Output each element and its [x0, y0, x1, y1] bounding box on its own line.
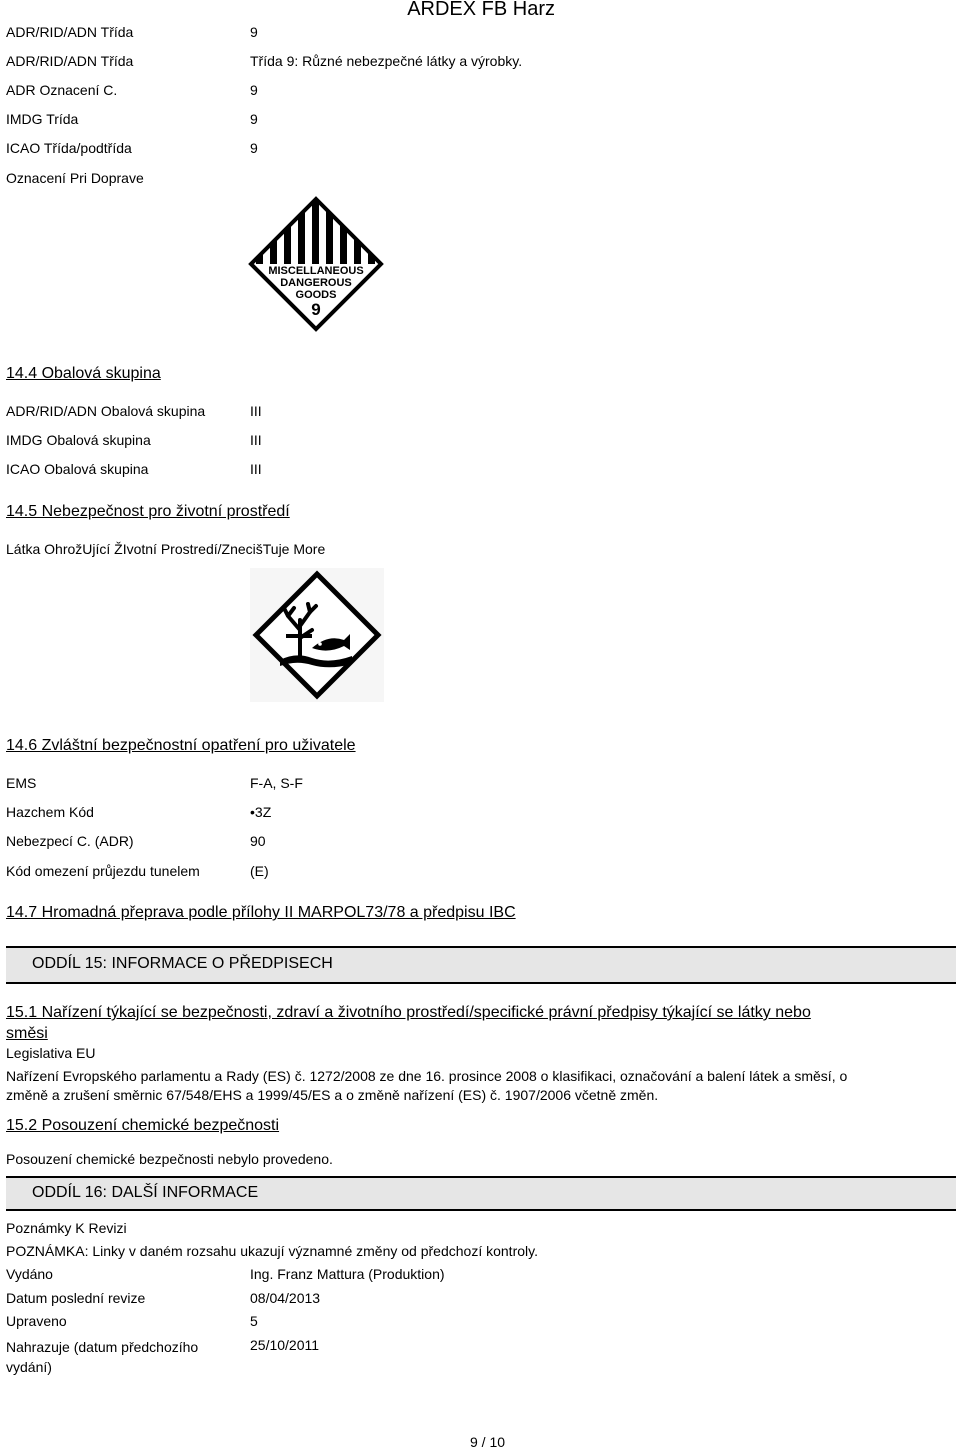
row-value: F-A, S-F [250, 775, 303, 791]
row-value: 9 [250, 24, 258, 40]
row-value: III [250, 461, 262, 477]
section-16-heading: ODDÍL 16: DALŠÍ INFORMACE [32, 1184, 259, 1201]
legislation-text-line: změně a zrušení směrnic 67/548/EHS a 1999/45/ES a o změně nařízení (ES) č. 1907/2006 včetně změn. [6, 1087, 659, 1103]
revision-notes-text: POZNÁMKA: Linky v daném rozsahu ukazují významné změny od předchozí kontroly. [6, 1243, 538, 1259]
row-label: Nahrazuje (datum předchozího vydání) [6, 1339, 199, 1375]
row-label: Datum poslední revize [6, 1290, 146, 1306]
row-label: ADR Oznacení C. [6, 82, 118, 98]
legislation-text-line: Nařízení Evropského parlamentu a Rady (ES) č. 1272/2008 ze dne 16. prosince 2008 o klasifikaci, označování a balení látek a směsí, o [6, 1068, 848, 1084]
row-label: ICAO Obalová skupina [6, 461, 149, 477]
environment-text: Látka OhrožUjící ŽIvotní Prostredí/ZnecišTuje More [6, 541, 326, 557]
row-value: Třída 9: Různé nebezpečné látky a výrobky. [250, 53, 523, 69]
class-9-hazard-label-icon [248, 196, 384, 332]
row-value: 5 [250, 1313, 258, 1329]
row-value: III [250, 403, 262, 419]
section-15-heading: ODDÍL 15: INFORMACE O PŘEDPISECH [32, 955, 333, 972]
row-label: EMS [6, 775, 37, 791]
section-15-2-title: 15.2 Posouzení chemické bezpečnosti [6, 1117, 280, 1134]
chemical-safety-text: Posouzení chemické bezpečnosti nebylo provedeno. [6, 1151, 333, 1167]
row-value: 9 [250, 111, 258, 127]
row-value: •3Z [250, 804, 272, 820]
row-label: ICAO Třída/podtřída [6, 140, 132, 156]
row-value: (E) [250, 863, 269, 879]
row-label: IMDG Obalová skupina [6, 432, 151, 448]
row-value: 9 [250, 82, 258, 98]
row-label: IMDG Trída [6, 111, 79, 127]
section-14-7-title: 14.7 Hromadná přeprava podle přílohy II MARPOL73/78 a předpisu IBC [6, 904, 516, 921]
section-15-heading-bar [6, 946, 956, 984]
environment-hazard-icon [250, 568, 384, 702]
row-label: Hazchem Kód [6, 804, 94, 820]
label-class-number: 9 [311, 300, 321, 319]
legislation-label: Legislativa EU [6, 1045, 96, 1061]
label-line: DANGEROUS [280, 277, 352, 289]
row-label: ADR/RID/ADN Třída [6, 24, 134, 40]
row-value: 90 [250, 833, 266, 849]
page-number: 9 / 10 [470, 1434, 506, 1450]
document-product-title: ARDEX FB Harz [407, 0, 555, 20]
label-line: MISCELLANEOUS [268, 265, 364, 277]
row-value: 08/04/2013 [250, 1290, 321, 1306]
label-line: GOODS [295, 289, 337, 301]
row-label: ADR/RID/ADN Obalová skupina [6, 403, 206, 419]
row-value: III [250, 432, 262, 448]
section-14-5-title: 14.5 Nebezpečnost pro životní prostředí [6, 503, 290, 520]
section-14-6-title: 14.6 Zvláštní bezpečnostní opatření pro uživatele [6, 737, 356, 754]
row-label: Upraveno [6, 1313, 67, 1329]
row-label: Vydáno [6, 1266, 53, 1282]
section-15-1-title: 15.1 Nařízení týkající se bezpečnosti, zdraví a životního prostředí/specifické právní předpisy týkající se látky nebo směsi [6, 1004, 811, 1042]
section-14-4-title: 14.4 Obalová skupina [6, 365, 161, 382]
row-label: ADR/RID/ADN Třída [6, 53, 134, 69]
row-value: Ing. Franz Mattura (Produktion) [250, 1266, 445, 1282]
row-value: 9 [250, 140, 258, 156]
section-16-heading-bar [6, 1176, 956, 1211]
row-label: Kód omezení průjezdu tunelem [6, 863, 200, 879]
row-label: Nebezpecí C. (ADR) [6, 833, 134, 849]
revision-notes-label: Poznámky K Revizi [6, 1220, 127, 1236]
row-value: 25/10/2011 [250, 1337, 320, 1353]
row-label: Oznacení Pri Doprave [6, 170, 144, 186]
